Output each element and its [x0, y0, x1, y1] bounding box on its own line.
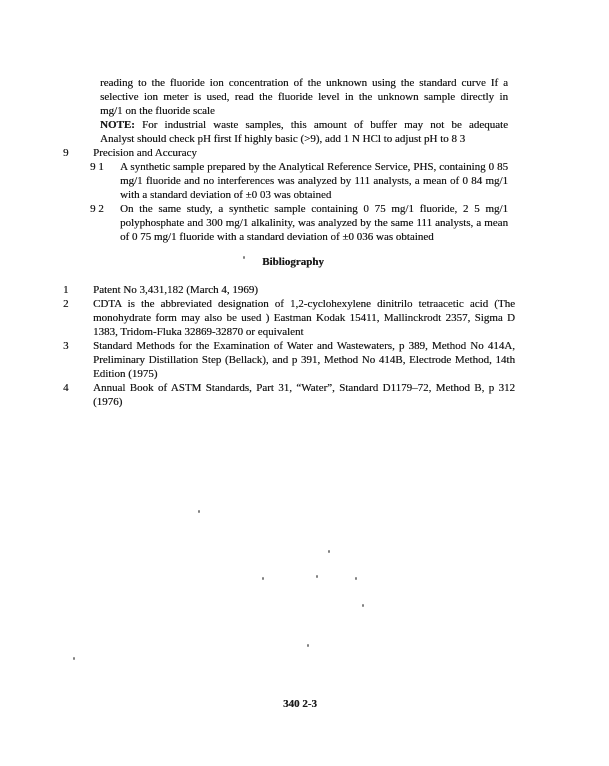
paragraph-line: Annual Book of ASTM Standards, Part 31, “Water”, Standard D1179–72, Method B, p 312	[93, 382, 515, 394]
section-title: Precision and Accuracy	[93, 147, 197, 159]
paragraph-line: polyphosphate and 300 mg/1 alkalinity, was analyzed by the same 111 analysts, a mean	[120, 217, 508, 229]
scan-speck	[198, 510, 200, 513]
subsection-body	[120, 202, 508, 244]
paragraph-line: monohydrate form may also be used ) Eastman Kodak 15411, Mallinckrodt 2357, Sigma D	[93, 312, 515, 324]
note-text: For industrial waste samples, this amount of buffer may not be adequate	[142, 119, 509, 131]
scan-speck	[262, 577, 264, 580]
bibliography-heading: Bibliography	[262, 256, 324, 268]
bibliography-item	[93, 283, 515, 297]
bibliography-item-number: 3	[63, 340, 69, 352]
bibliography-item	[93, 297, 515, 339]
subsection-body	[120, 160, 508, 202]
paragraph-line: Patent No 3,431,182 (March 4, 1969)	[93, 284, 258, 296]
bibliography-item-number: 1	[63, 284, 69, 296]
bibliography-item-number: 2	[63, 298, 69, 310]
paragraph-line: mg/1 fluoride and no interferences was analyzed by 111 analysts, a mean of 0 84 mg/1	[120, 175, 508, 187]
paragraph-line: of 0 75 mg/1 fluoride with a standard deviation of ±0 036 was obtained	[120, 231, 434, 243]
bibliography-item	[93, 339, 515, 381]
paragraph-line: Preliminary Distillation Step (Bellack), and p 391, Method No 414B, Electrode Method, 14th	[93, 354, 515, 366]
paragraph-line: A synthetic sample prepared by the Analytical Reference Service, PHS, containing 0 85	[120, 161, 508, 173]
scan-speck	[328, 550, 330, 553]
paragraph-line: CDTA is the abbreviated designation of 1,2-cyclohexylene dinitrilo tetraacetic acid (The	[93, 298, 515, 310]
paragraph-line: with a standard deviation of ±0 03 was obtained	[120, 189, 332, 201]
note-label: NOTE:	[100, 119, 135, 131]
paragraph-line: reading to the fluoride ion concentration of the unknown using the standard curve If a	[100, 77, 508, 89]
paragraph-line: (1976)	[93, 396, 123, 408]
scan-speck	[362, 604, 364, 607]
bibliography-item	[93, 381, 515, 409]
page-number: 340 2-3	[283, 698, 317, 710]
note-line: Analyst should check pH first If highly basic (>9), add 1 N HCl to adjust pH to 8 3	[100, 133, 466, 145]
intro-paragraph	[100, 76, 508, 146]
paragraph-line: mg/1 on the fluoride scale	[100, 105, 215, 117]
paragraph-line: On the same study, a synthetic sample containing 0 75 mg/1 fluoride, 2 5 mg/1	[120, 203, 508, 215]
scan-speck	[355, 577, 357, 580]
scan-speck	[73, 657, 75, 660]
scan-speck	[316, 575, 318, 578]
paragraph-line: Standard Methods for the Examination of Water and Wastewaters, p 389, Method No 414A,	[93, 340, 515, 352]
note-line	[100, 118, 508, 132]
subsection-number: 9 1	[90, 161, 104, 173]
scan-speck	[243, 256, 245, 259]
scan-speck	[307, 644, 309, 647]
paragraph-line: Edition (1975)	[93, 368, 158, 380]
section-number: 9	[63, 147, 69, 159]
paragraph-line: selective ion meter is used, read the fluoride level in the unknown sample directly in	[100, 91, 508, 103]
paragraph-line: 1383, Tridom-Fluka 32869-32870 or equivalent	[93, 326, 304, 338]
bibliography-item-number: 4	[63, 382, 69, 394]
subsection-number: 9 2	[90, 203, 104, 215]
